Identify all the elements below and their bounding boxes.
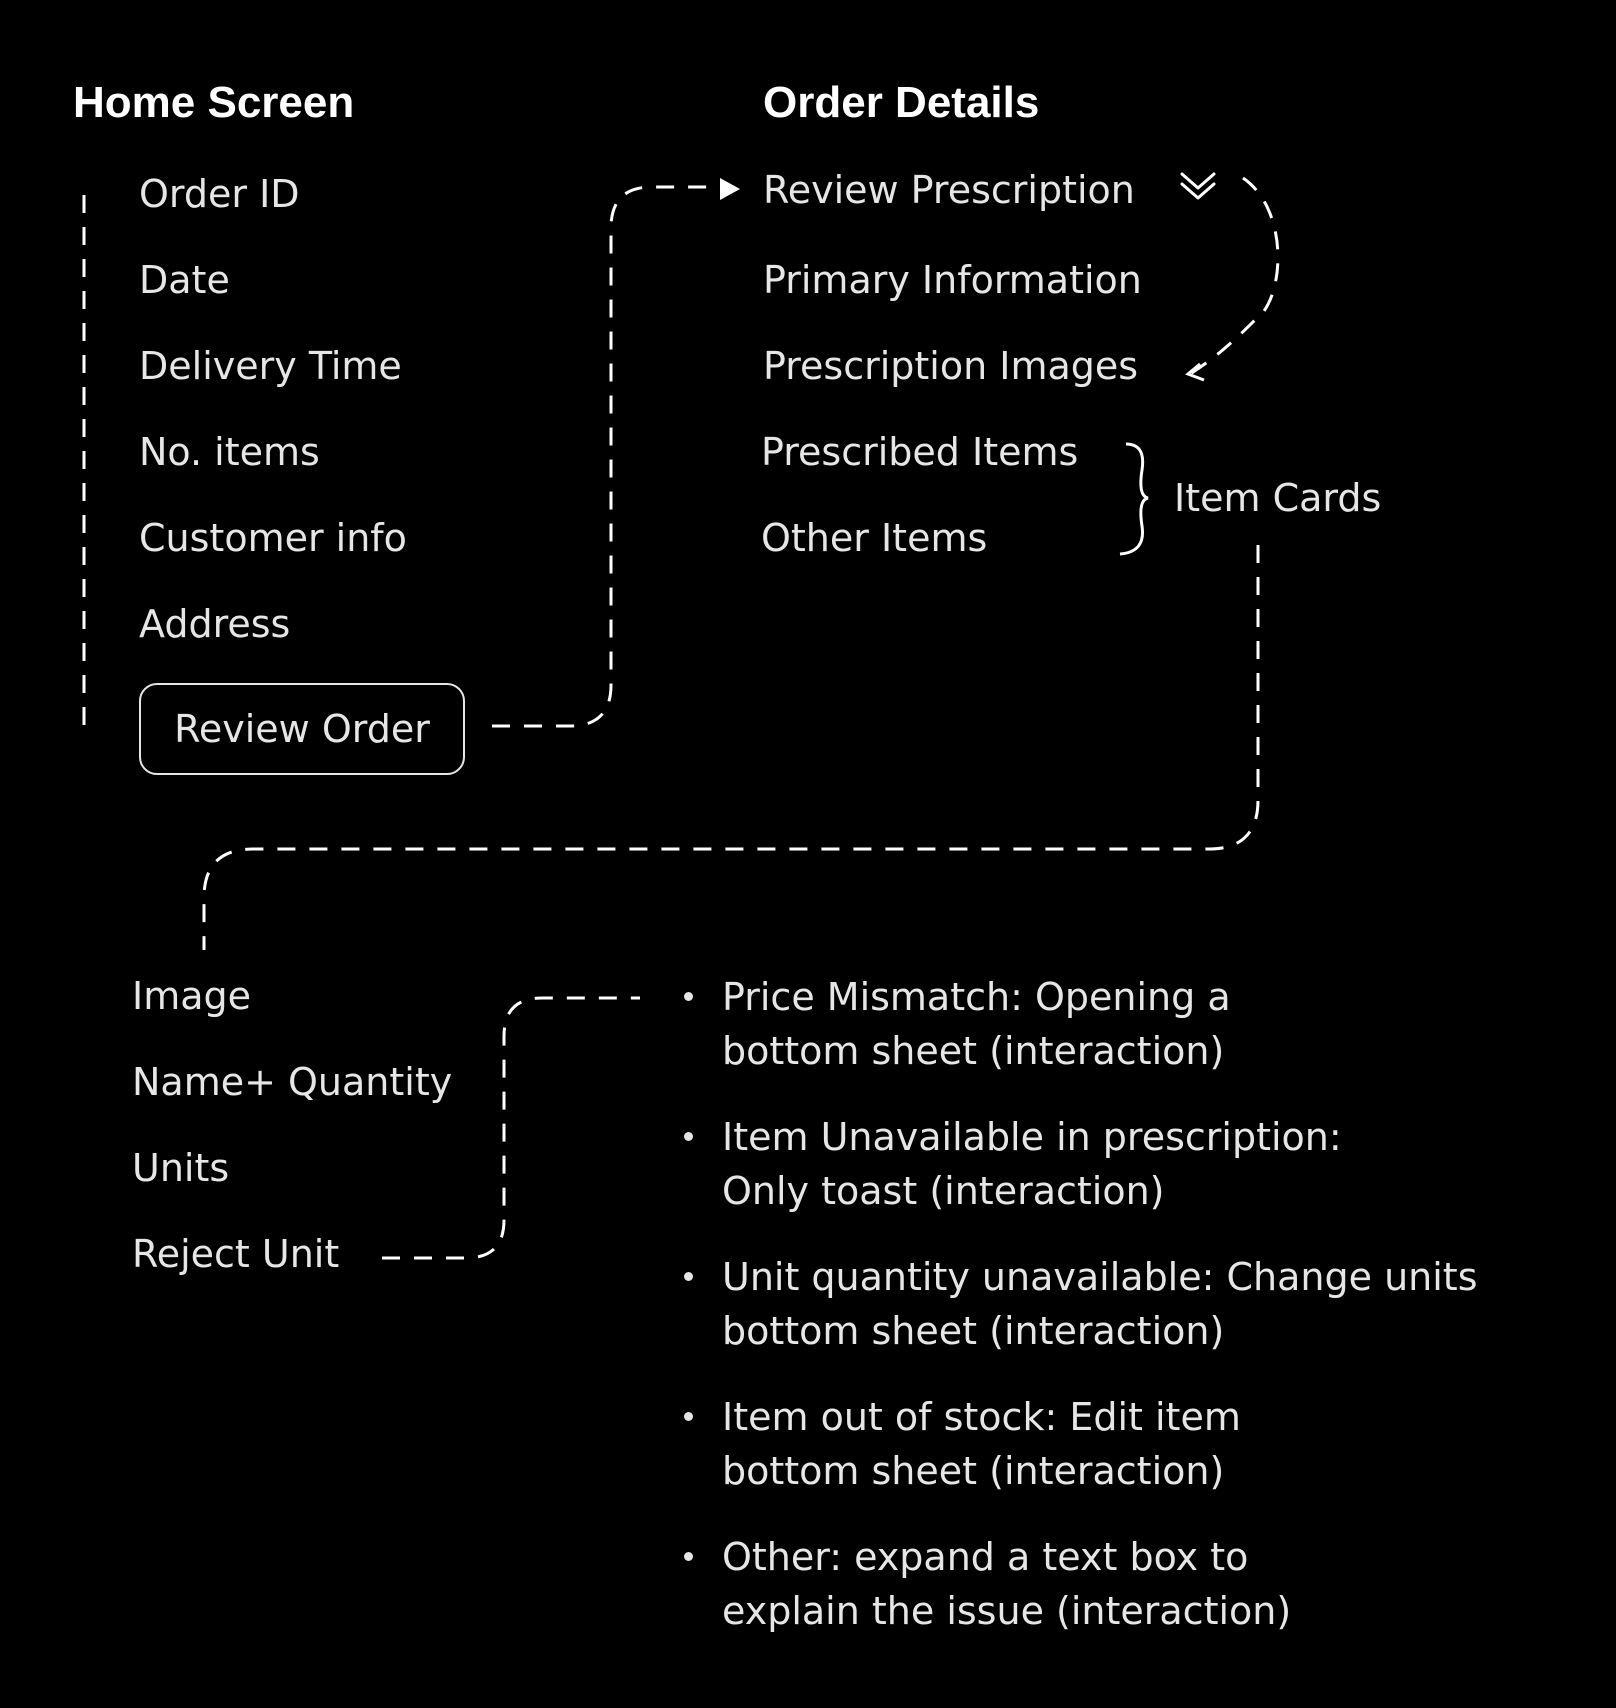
review-order-connector bbox=[492, 187, 722, 726]
review-order-button[interactable]: Review Order bbox=[139, 683, 465, 775]
bullet-dot bbox=[684, 992, 693, 1001]
card-item-reject-unit: Reject Unit bbox=[132, 1232, 340, 1276]
bullet-dot bbox=[684, 1552, 693, 1561]
reason-out-of-stock bbox=[684, 1390, 1584, 1498]
reason-text: Item Unavailable in prescription: Only toast (interaction) bbox=[722, 1115, 1342, 1213]
order-item-primary-information: Primary Information bbox=[763, 258, 1142, 302]
arrowhead-right-icon bbox=[720, 178, 740, 200]
item-cards-label: Item Cards bbox=[1174, 476, 1382, 520]
order-item-review-prescription: Review Prescription bbox=[763, 168, 1135, 212]
reason-item-unavailable bbox=[684, 1110, 1584, 1218]
double-chevron-down-icon bbox=[1182, 174, 1214, 198]
order-item-prescribed-items: Prescribed Items bbox=[761, 430, 1079, 474]
bullet-dot bbox=[684, 1132, 693, 1141]
order-item-other-items: Other Items bbox=[761, 516, 988, 560]
reason-text: Price Mismatch: Opening a bottom sheet (interaction) bbox=[722, 975, 1231, 1073]
home-screen-title: Home Screen bbox=[73, 78, 355, 127]
reason-text: Unit quantity unavailable: Change units bottom sheet (interaction) bbox=[722, 1255, 1478, 1353]
home-item-date: Date bbox=[139, 258, 230, 302]
item-cards-brace bbox=[1120, 444, 1148, 554]
prescription-loop-connector bbox=[1190, 178, 1278, 374]
reason-unit-quantity-unavailable bbox=[684, 1250, 1584, 1358]
order-item-prescription-images: Prescription Images bbox=[763, 344, 1139, 388]
card-item-name-quantity: Name+ Quantity bbox=[132, 1060, 453, 1104]
card-item-image: Image bbox=[132, 974, 252, 1018]
bullet-dot bbox=[684, 1412, 693, 1421]
reason-other bbox=[684, 1530, 1584, 1638]
order-details-title: Order Details bbox=[763, 78, 1040, 127]
home-item-order-id: Order ID bbox=[139, 172, 300, 216]
card-item-units: Units bbox=[132, 1146, 230, 1190]
reject-unit-connector bbox=[382, 998, 640, 1258]
reason-price-mismatch bbox=[684, 970, 1584, 1078]
reason-text: Other: expand a text box to explain the issue (interaction) bbox=[722, 1535, 1292, 1633]
bullet-dot bbox=[684, 1272, 693, 1281]
home-item-customer-info: Customer info bbox=[139, 516, 407, 560]
home-item-delivery-time: Delivery Time bbox=[139, 344, 402, 388]
home-item-address: Address bbox=[139, 602, 291, 646]
home-item-no-items: No. items bbox=[139, 430, 320, 474]
reason-text: Item out of stock: Edit item bottom sheet (interaction) bbox=[722, 1395, 1241, 1493]
